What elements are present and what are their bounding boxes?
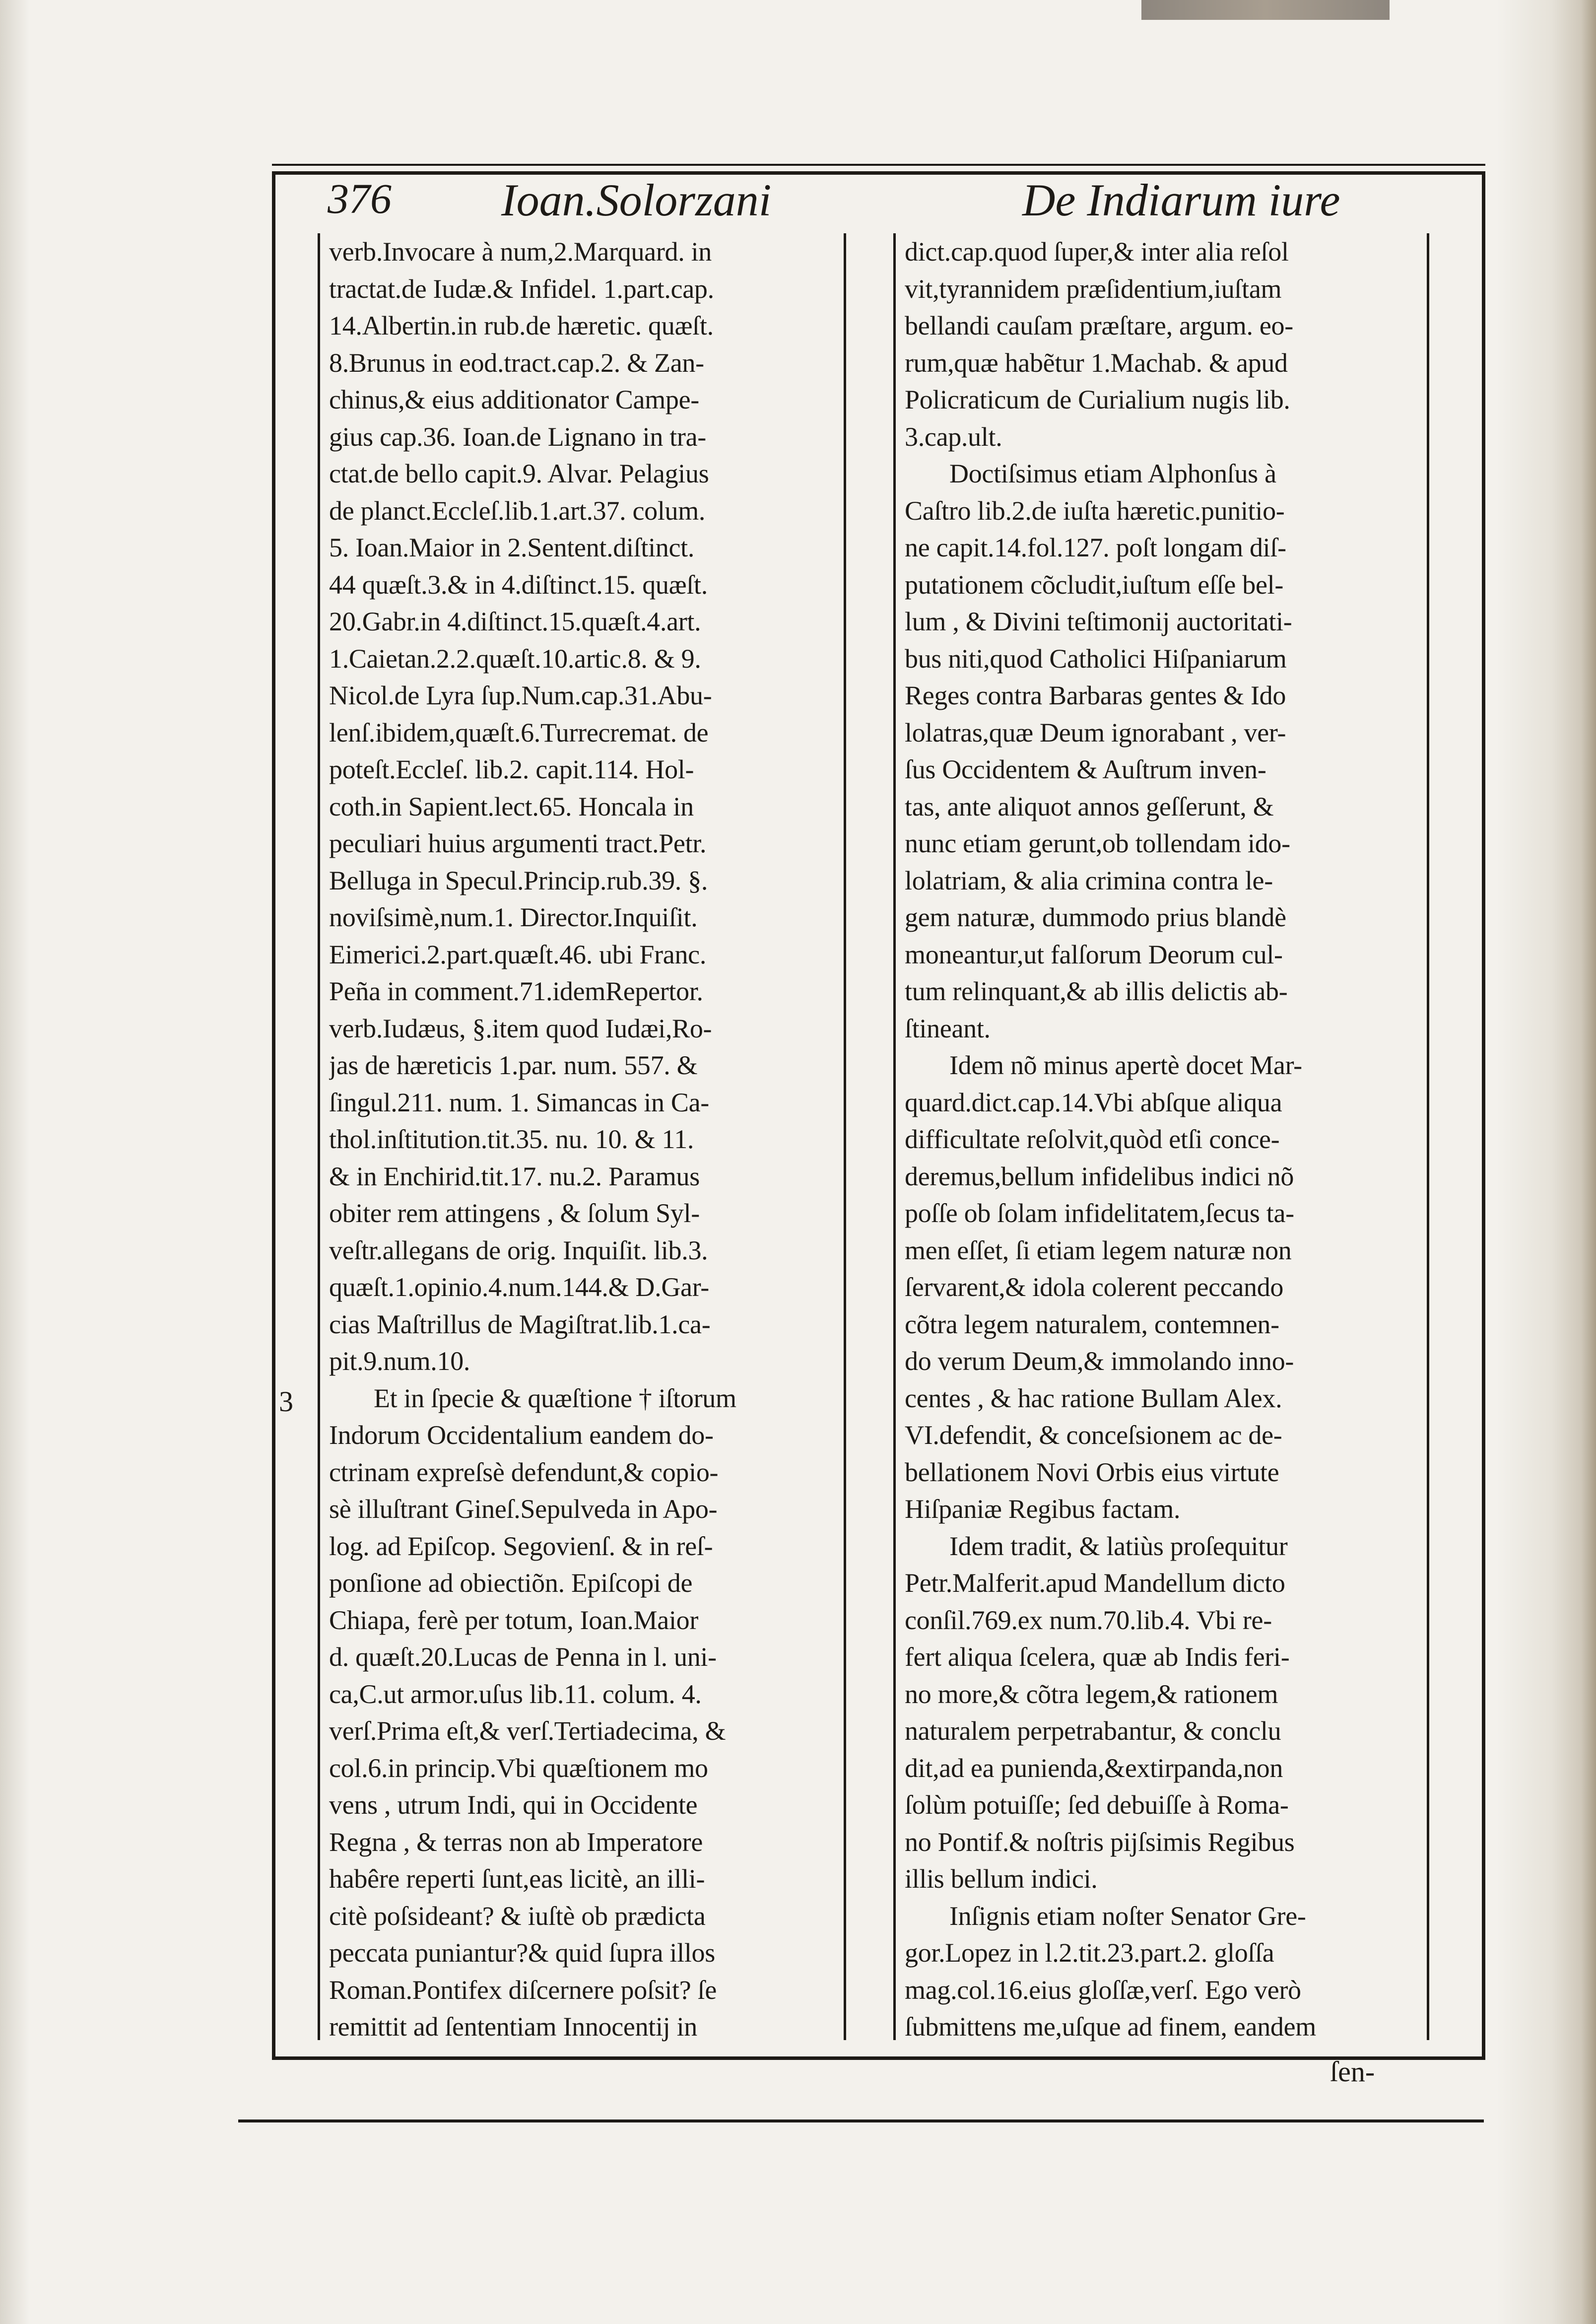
text-line: bellationem Novi Orbis eius virtute [905,1457,1279,1487]
running-head-title: De Indiarum iure [1022,175,1340,225]
text-line: illis bellum indici. [905,1864,1098,1894]
text-line: Et in ſpecie & quæſtione † iſtorum [374,1383,736,1413]
text-line: gem naturæ, dummodo prius blandè [905,902,1286,932]
text-line: remittit ad ſententiam Innocentij in [329,2012,697,2042]
text-line: ctrinam expreſsè defendunt,& copio- [329,1457,719,1487]
text-line: putationem cõcludit,iuſtum eſſe bel- [905,569,1283,600]
text-line: d. quæſt.20.Lucas de Penna in l. uni- [329,1642,717,1672]
text-line: lolatras,quæ Deum ignorabant , ver- [905,717,1286,748]
text-line: ſingul.211. num. 1. Simancas in Ca- [329,1087,709,1117]
text-line: obiter rem attingens , & ſolum Syl- [329,1198,700,1228]
text-line: no more,& cõtra legem,& rationem [905,1679,1278,1709]
text-line: Idem nõ minus apertè docet Mar- [949,1050,1302,1080]
text-line: lum , & Divini teſtimonij auctoritati- [905,607,1292,636]
text-line: fert aliqua ſcelera, quæ ab Indis feri- [905,1642,1290,1672]
text-line: 5. Ioan.Maior in 2.Sentent.diſtinct. [329,533,695,562]
text-line: do verum Deum,& immolando inno- [905,1346,1294,1376]
text-line: quard.dict.cap.14.Vbi abſque aliqua [905,1087,1282,1117]
text-line: ſervarent,& idola colerent peccando [905,1272,1284,1302]
text-line: ſubmittens me,uſque ad finem, eandem [905,2012,1316,2042]
page-number: 376 [328,175,392,222]
text-line: dit,ad ea punienda,&extirpanda,non [905,1753,1283,1783]
text-line: Hiſpaniæ Regibus factam. [905,1494,1181,1524]
text-line: centes , & hac ratione Bullam Alex. [905,1383,1282,1413]
text-line: bus niti,quod Catholici Hiſpaniarum [905,643,1287,674]
text-line: naturalem perpetrabantur, & conclu [905,1716,1281,1746]
margin-note-number: 3 [279,1385,293,1418]
running-head-author: Ioan.Solorzani [501,175,772,225]
text-line: quæſt.1.opinio.4.num.144.& D.Gar- [329,1272,709,1302]
text-line: moneantur,ut falſorum Deorum cul- [905,939,1283,969]
text-line: Roman.Pontifex diſcernere poſsit? ſe [329,1975,717,2005]
text-line: VI.defendit, & conceſsionem ac de- [905,1420,1282,1450]
text-line: ſus Occidentem & Auſtrum inven- [905,754,1266,784]
text-line: tractat.de Iudæ.& Infidel. 1.part.cap. [329,273,714,304]
text-line: ca,C.ut armor.uſus lib.11. colum. 4. [329,1679,702,1709]
text-line: no Pontif.& noſtris pijſsimis Regibus [905,1827,1295,1857]
text-line: 1.Caietan.2.2.quæſt.10.artic.8. & 9. [329,643,701,674]
bottom-rule [238,2119,1484,2122]
left-text-column [318,233,846,2040]
text-line: poteſt.Eccleſ. lib.2. capit.114. Hol- [329,754,694,784]
text-line: ne capit.14.fol.127. poſt longam diſ- [905,533,1286,562]
text-line: conſil.769.ex num.70.lib.4. Vbi re- [905,1605,1272,1635]
text-line: peculiari huius argumenti tract.Petr. [329,828,707,858]
text-line: tas, ante aliquot annos geſſerunt, & [905,791,1274,821]
text-line: ſolùm potuiſſe; ſed debuiſſe à Roma- [905,1790,1289,1820]
page-edge-shadow [1497,0,1596,2324]
text-line: Inſignis etiam noſter Senator Gre- [949,1901,1306,1931]
text-line: mag.col.16.eius gloſſæ,verſ. Ego verò [905,1975,1301,2005]
text-line: pit.9.num.10. [329,1346,470,1376]
text-line: Policraticum de Curialium nugis lib. [905,385,1290,414]
text-line: Chiapa, ferè per totum, Ioan.Maior [329,1605,699,1635]
text-line: verb.Invocare à num,2.Marquard. in [329,237,712,267]
text-line: 8.Brunus in eod.tract.cap.2. & Zan- [329,347,704,378]
text-line: & in Enchirid.tit.17. nu.2. Paramus [329,1161,700,1191]
text-line: vens , utrum Indi, qui in Occidente [329,1790,698,1820]
text-line: Peña in comment.71.idemRepertor. [329,976,703,1006]
text-line: ſtineant. [905,1013,991,1043]
text-line: poſſe ob ſolam infidelitatem,ſecus ta- [905,1198,1294,1228]
text-line: 20.Gabr.in 4.diſtinct.15.quæſt.4.art. [329,607,701,636]
text-line: nunc etiam gerunt,ob tollendam ido- [905,828,1290,858]
text-line: verſ.Prima eſt,& verſ.Tertiadecima, & [329,1716,726,1746]
text-line: tum relinquant,& ab illis delictis ab- [905,976,1288,1006]
text-line: coth.in Sapient.lect.65. Honcala in [329,791,694,821]
text-line: 14.Albertin.in rub.de hæretic. quæſt. [329,311,714,341]
text-line: ctat.de bello capit.9. Alvar. Pelagius [329,459,709,488]
text-line: Nicol.de Lyra ſup.Num.cap.31.Abu- [329,681,712,710]
text-line: bellandi cauſam præſtare, argum. eo- [905,311,1293,341]
text-line: lenſ.ibidem,quæſt.6.Turrecremat. de [329,717,709,748]
text-line: habêre reperti ſunt,eas licitè, an illi- [329,1864,705,1894]
text-line: 3.cap.ult. [905,421,1002,452]
text-line: Indorum Occidentalium eandem do- [329,1420,714,1450]
text-line: difficultate reſolvit,quòd etſi conce- [905,1124,1280,1154]
right-text-column [893,233,1429,2040]
text-line: vit,tyrannidem præſidentium,iuſtam [905,273,1282,304]
text-line: 44 quæſt.3.& in 4.diſtinct.15. quæſt. [329,569,708,600]
page-gutter [0,0,30,2324]
binding-edge [1141,0,1390,20]
text-line: cõtra legem naturalem, contemnen- [905,1309,1279,1339]
text-line: ponſione ad obiectiõn. Epiſcopi de [329,1568,693,1598]
text-line: men eſſet, ſi etiam legem naturæ non [905,1235,1292,1265]
text-line: Idem tradit, & latiùs proſequitur [949,1531,1288,1561]
text-line: de planct.Eccleſ.lib.1.art.37. colum. [329,495,706,526]
text-line: dict.cap.quod ſuper,& inter alia reſol [905,237,1289,267]
catchword: ſen- [1330,2055,1375,2088]
text-line: Reges contra Barbaras gentes & Ido [905,681,1286,710]
text-line: thol.inſtitution.tit.35. nu. 10. & 11. [329,1124,694,1154]
text-line: deremus,bellum infidelibus indici nõ [905,1161,1294,1191]
text-line: cias Maſtrillus de Magiſtrat.lib.1.ca- [329,1309,711,1339]
text-line: col.6.in princip.Vbi quæſtionem mo [329,1753,708,1783]
text-line: Belluga in Specul.Princip.rub.39. §. [329,865,708,895]
text-line: Doctiſsimus etiam Alphonſus à [949,459,1276,488]
text-line: verb.Iudæus, §.item quod Iudæi,Ro- [329,1013,712,1043]
text-line: rum,quæ habẽtur 1.Machab. & apud [905,347,1288,378]
text-line: veſtr.allegans de orig. Inquiſit. lib.3. [329,1235,708,1265]
text-line: Petr.Malferit.apud Mandellum dicto [905,1568,1285,1598]
text-line: sè illuſtrant Gineſ.Sepulveda in Apo- [329,1494,718,1524]
text-line: noviſsimè,num.1. Director.Inquiſit. [329,902,698,932]
text-line: Regna , & terras non ab Imperatore [329,1827,703,1857]
text-line: lolatriam, & alia crimina contra le- [905,865,1273,895]
text-line: Eimerici.2.part.quæſt.46. ubi Franc. [329,939,707,969]
text-line: jas de hæreticis 1.par. num. 557. & [329,1050,698,1080]
text-line: log. ad Epiſcop. Segovienſ. & in reſ- [329,1531,713,1561]
text-line: citè poſsideant? & iuſtè ob prædicta [329,1901,706,1931]
text-line: chinus,& eius additionator Campe- [329,385,699,414]
header-rule [272,164,1485,166]
text-line: Caſtro lib.2.de iuſta hæretic.punitio- [905,495,1285,526]
text-line: peccata puniantur?& quid ſupra illos [329,1938,715,1968]
text-line: gius cap.36. Ioan.de Lignano in tra- [329,421,706,452]
running-head [288,174,1469,228]
text-line: gor.Lopez in l.2.tit.23.part.2. gloſſa [905,1938,1274,1968]
